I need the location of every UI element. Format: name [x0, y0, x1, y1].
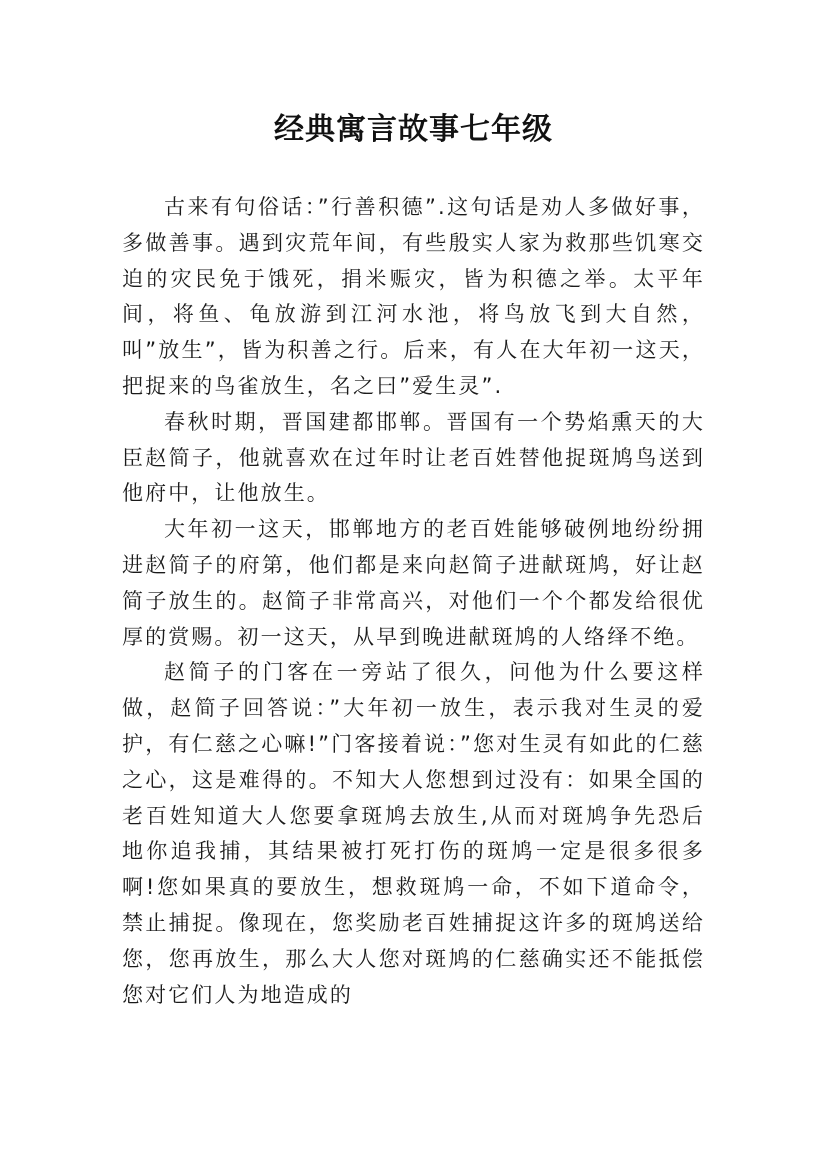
document-title: 经典寓言故事七年级 — [274, 112, 553, 147]
document-body — [122, 190, 705, 1013]
paragraph-3: 大年初一这天，邯郸地方的老百姓能够破例地纷纷拥进赵简子的府第，他们都是来向赵简子进献斑鸠，好让赵简子放生的。赵简子非常高兴，对他们一个个都发给很优厚的赏赐。初一这天，从早到晚进献斑鸠的人络绎不绝。 — [122, 517, 705, 649]
paragraph-2: 春秋时期，晋国建都邯郸。晋国有一个势焰熏天的大臣赵简子，他就喜欢在过年时让老百姓替他捉斑鸠鸟送到他府中，让他放生。 — [122, 409, 705, 506]
paragraph-1: 古来有句俗话：”行善积德”.这句话是劝人多做好事，多做善事。遇到灾荒年间，有些殷实人家为救那些饥寒交迫的灾民免于饿死，捐米赈灾，皆为积德之举。太平年间，将鱼、龟放游到江河水池，将鸟放飞到大自然，叫”放生”，皆为积善之行。后来，有人在大年初一这天，把捉来的鸟雀放生，名之曰”爱生灵”. — [122, 195, 705, 398]
paragraph-4: 赵简子的门客在一旁站了很久，问他为什么要这样做，赵简子回答说：”大年初一放生，表示我对生灵的爱护，有仁慈之心嘛!”门客接着说：”您对生灵有如此的仁慈之心，这是难得的。不知大人您想到过没有：如果全国的老百姓知道大人您要拿斑鸠去放生,从而对斑鸠争先恐后地你追我捕，其结果被打死打伤的斑鸠一定是很多很多啊!您如果真的要放生，想救斑鸠一命，不如下道命令，禁止捕捉。像现在，您奖励老百姓捕捉这许多的斑鸠送给您，您再放生，那么大人您对斑鸠的仁慈确实还不能抵偿您对它们人为地造成的 — [122, 660, 705, 1007]
